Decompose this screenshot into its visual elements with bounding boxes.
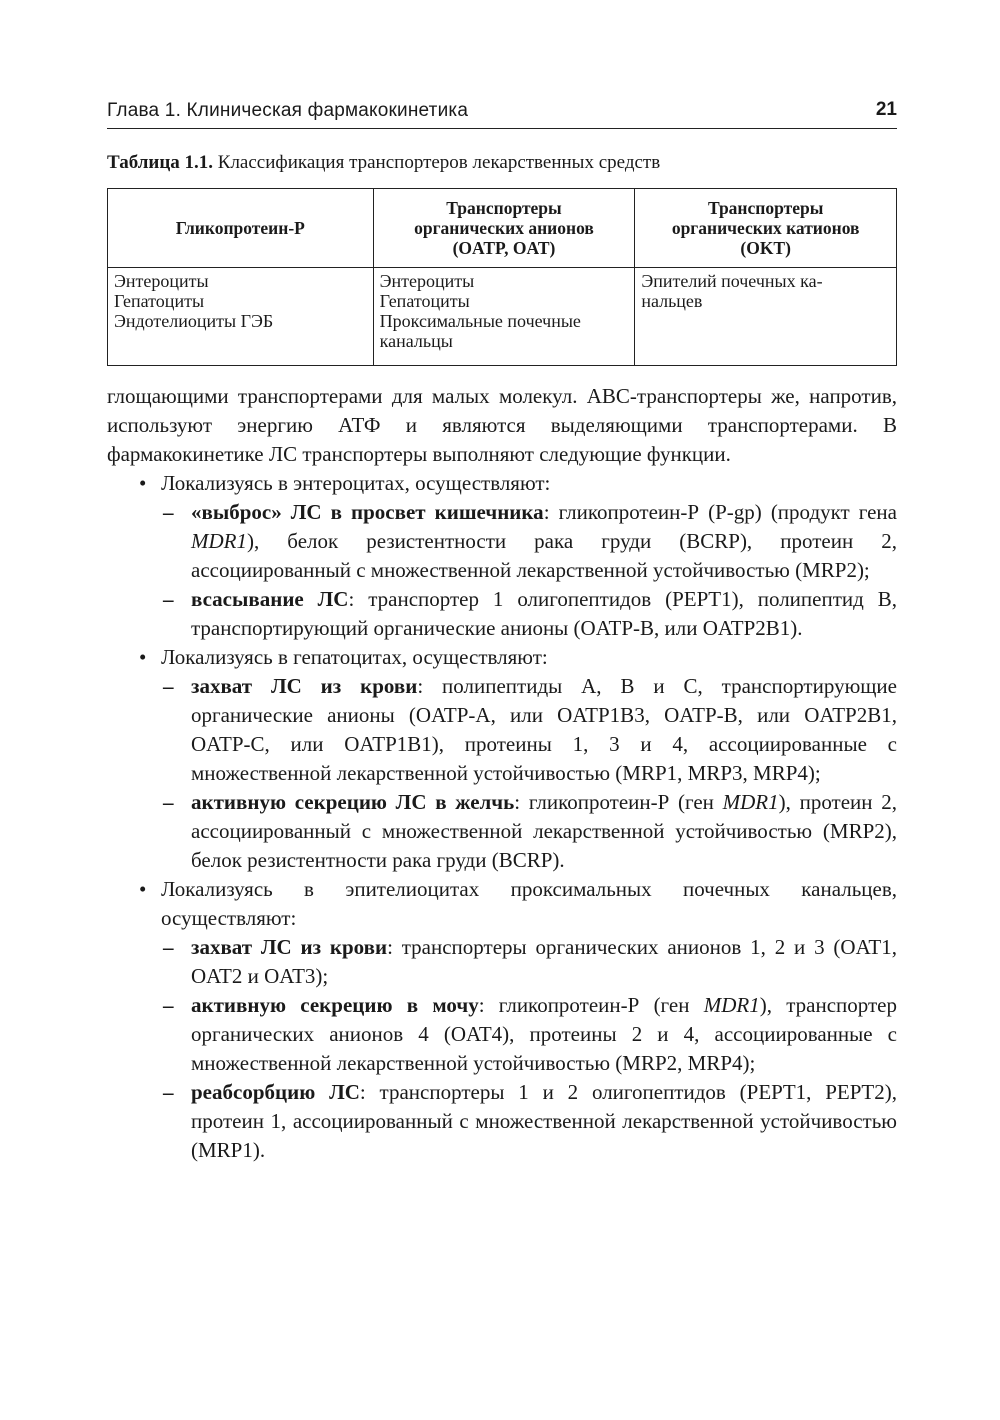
list-item [107,585,897,643]
list-item [107,1078,897,1165]
item-term: захват ЛС из крови [191,935,388,959]
header-line: органических анионов [414,218,594,238]
item-term: реабсорбцию ЛС [191,1080,360,1104]
item-text: : гликопротеин-Р (ген [478,993,704,1017]
cell-line: нальцев [641,291,703,311]
header-line: (OATP, OAT) [452,238,556,258]
item-italic: MDR1 [722,790,779,814]
table-row [108,268,897,366]
cell-line: Энтероциты [379,271,475,291]
item-term: захват ЛС из крови [191,674,418,698]
column-header-anion-transporters [373,189,635,268]
transporters-table [107,188,897,366]
item-text: : транспортеры 1 и 2 олигопептидов (PEPT1, PEPT2), протеин 1, ассоциированный с множественной лекарственной устойчивостью (MRP1). [191,1080,897,1162]
dash-mark: – [163,790,174,814]
header-line: Транспортеры [707,198,824,218]
bullet-text: Локализуясь в эпителиоцитах проксимальных почечных канальцев, осуществляют: [161,877,897,930]
bullet-mark: • [139,471,147,495]
cell-line: Проксимальные почечные [379,311,581,331]
item-text-end: ), протеин 2, ассоциированный с множественной лекарственной устойчивостью (MRP2), белок резистентности рака груди (BCRP). [191,790,897,872]
dash-mark: – [163,993,174,1017]
bullet-hepatocytes [107,643,897,672]
running-head [107,98,897,129]
chapter-title: Глава 1. Клиническая фармакокинетика [107,100,469,121]
cell-line: Энтероциты [114,271,209,291]
header-line: (OKT) [740,238,791,258]
bullet-renal-epithelium [107,875,897,933]
table-header-row [108,189,897,268]
cell-line: Гепатоциты [114,291,205,311]
header-line: Транспортеры [446,198,562,218]
list-item [107,672,897,788]
header-line: Гликопротеин-Р [175,218,305,238]
intro-paragraph: глощающими транспортерами для малых молекул. ABC-транспортеры же, напротив, используют энергию АТФ и являются выделяющими транспортерами. В фармакокинетике ЛС транспортеры выполняют следующие функции. [107,384,897,466]
body-text [107,382,897,1165]
dash-mark: – [163,1080,174,1104]
table-cell-cation [635,268,897,366]
cell-line: Эпителий почечных ка- [641,271,823,291]
dash-mark: – [163,587,174,611]
table-cell-anion [373,268,635,366]
bullet-text: Локализуясь в гепатоцитах, осуществляют: [161,645,548,669]
cell-line: канальцы [379,331,453,351]
bullet-mark: • [139,645,147,669]
item-term: всасывание ЛС [191,587,349,611]
page-number: 21 [875,99,897,120]
table-cell-glycoprotein [108,268,374,366]
list-item [107,933,897,991]
dash-mark: – [163,500,174,524]
item-term: активную секрецию ЛС в желчь [191,790,515,814]
item-term: активную секрецию в мочу [191,993,479,1017]
table-caption [107,152,897,174]
item-text: : полипептиды А, В и С, транспортирующие органические анионы (OATP-A, или OATP1B3, OATP-B, или OATP2B1, OATP-C, или OATP1B1), протеины 1, 3 и 4, ассоциированные с множественной лекарственной устойчивостью (MRP1, MRP3, MRP4); [191,674,897,785]
dash-mark: – [163,674,174,698]
list-item [107,498,897,585]
cell-line: Гепатоциты [379,291,470,311]
header-line: органических катионов [671,218,860,238]
item-text: : транспортеры органических анионов 1, 2 и 3 (OAT1, OAT2 и OAT3); [191,935,897,988]
column-header-glycoprotein [108,189,374,268]
bullet-enterocytes [107,469,897,498]
list-item [107,788,897,875]
item-text: : гликопротеин-Р (ген [514,790,723,814]
table-caption-label: Таблица 1.1. [107,152,214,173]
item-text-end: ), транспортер органических анионов 4 (OAT4), протеины 2 и 4, ассоциированные с множественной лекарственной устойчивостью (MRP2, MRP4); [191,993,897,1075]
bullet-text: Локализуясь в энтероцитах, осуществляют: [161,471,551,495]
cell-line: Эндотелиоциты ГЭБ [114,311,274,331]
bullet-mark: • [139,877,147,901]
item-term: «выброс» ЛС в просвет кишечника [191,500,544,524]
column-header-cation-transporters [635,189,897,268]
item-text-end: ), белок резистентности рака груди (BCRP), протеин 2, ассоциированный с множественной лекарственной устойчивостью (MRP2); [191,529,897,582]
item-text: : транспортер 1 олигопептидов (PEPT1), полипептид В, транспортирующий органические анионы (OATP-B, или OATP2B1). [191,587,897,640]
list-item [107,991,897,1078]
dash-mark: – [163,935,174,959]
item-text: : гликопротеин-Р (P-gp) (продукт гена [543,500,897,524]
table-caption-text: Классификация транспортеров лекарственных средств [213,152,661,173]
item-italic: MDR1 [191,529,247,553]
item-italic: MDR1 [703,993,760,1017]
